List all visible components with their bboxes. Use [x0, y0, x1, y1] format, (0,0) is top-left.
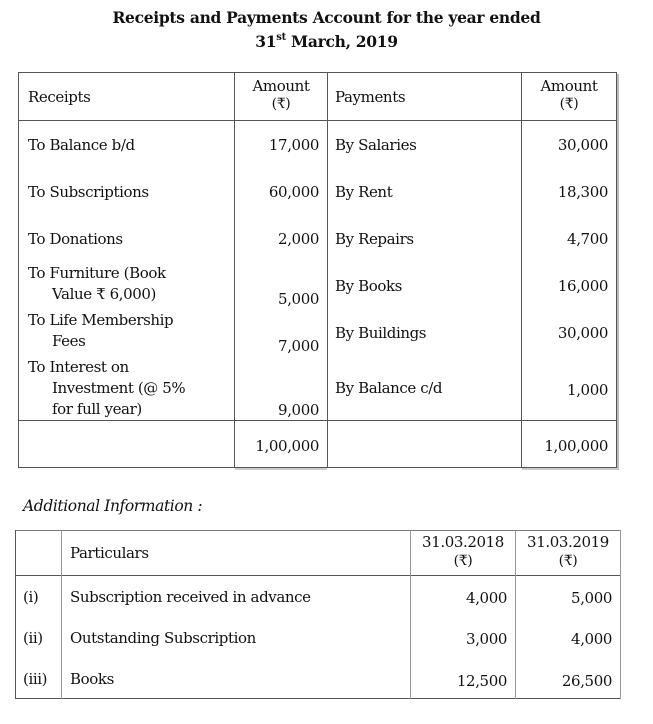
- receipt-item-amount: 9,000: [278, 401, 319, 419]
- row-value-2019: 4,000: [571, 630, 612, 648]
- title-date-rest: March, 2019: [285, 32, 398, 51]
- payment-item-amount: 30,000: [557, 136, 608, 154]
- header-receipts: Receipts: [28, 88, 91, 106]
- header-payments: Payments: [335, 88, 406, 106]
- payment-item-amount: 18,300: [557, 183, 608, 201]
- receipt-item-label-cont: Fees: [52, 332, 86, 350]
- header-amount-payments: Amount: [540, 77, 598, 95]
- table-border-left: [15, 530, 16, 699]
- header-amount-payments-unit: (₹): [559, 96, 579, 112]
- row-number: (ii): [23, 629, 43, 647]
- receipt-item-label: To Furniture (Book: [28, 264, 166, 282]
- total-cell-shadow: [235, 468, 327, 470]
- total-divider: [18, 420, 617, 421]
- row-particular: Books: [70, 670, 114, 688]
- table-border-right: [620, 530, 621, 699]
- document-title: Receipts and Payments Account for the year ended: [112, 8, 541, 27]
- header-divider: [18, 120, 617, 121]
- title-day: 31: [255, 32, 277, 51]
- row-number: (iii): [23, 670, 48, 688]
- header-amount-receipts-unit: (₹): [271, 96, 291, 112]
- table-border-top: [15, 530, 621, 531]
- receipt-item-amount: 60,000: [268, 183, 319, 201]
- payment-item-amount: 16,000: [557, 277, 608, 295]
- header-2019-unit: (₹): [558, 553, 578, 569]
- header-2019: 31.03.2019: [527, 533, 609, 551]
- document-subtitle: [0, 32, 653, 51]
- receipt-item-amount: 17,000: [268, 136, 319, 154]
- header-2018: 31.03.2018: [422, 533, 504, 551]
- receipt-item-label: To Donations: [28, 230, 123, 248]
- payment-item-label: By Salaries: [335, 136, 417, 154]
- total-cell-shadow-2: [522, 468, 618, 470]
- receipt-item-label: To Life Membership: [28, 311, 174, 329]
- column-divider-2: [327, 72, 328, 468]
- row-value-2018: 12,500: [456, 672, 507, 690]
- receipts-total: 1,00,000: [255, 437, 319, 455]
- row-value-2018: 4,000: [466, 589, 507, 607]
- receipt-item-label-cont: for full year): [52, 400, 142, 418]
- payment-item-label: By Balance c/d: [335, 379, 443, 397]
- row-particular: Subscription received in advance: [70, 588, 311, 606]
- payment-item-amount: 30,000: [557, 324, 608, 342]
- header-2018-unit: (₹): [453, 553, 473, 569]
- receipt-item-label-cont: Investment (@ 5%: [52, 379, 186, 397]
- header-particulars: Particulars: [70, 544, 149, 562]
- payments-total: 1,00,000: [544, 437, 608, 455]
- row-value-2019: 5,000: [571, 589, 612, 607]
- receipt-item-label: To Subscriptions: [28, 183, 149, 201]
- header-divider: [15, 575, 621, 576]
- receipt-item-label: To Balance b/d: [28, 136, 135, 154]
- row-particular: Outstanding Subscription: [70, 629, 256, 647]
- table-shadow-right: [617, 74, 619, 470]
- column-divider-3: [521, 72, 522, 468]
- receipt-item-amount: 5,000: [278, 290, 319, 308]
- payment-item-amount: 4,700: [567, 230, 608, 248]
- header-amount-receipts: Amount: [252, 77, 310, 95]
- payment-item-label: By Books: [335, 277, 402, 295]
- receipt-item-label-cont: Value ₹ 6,000): [52, 285, 157, 303]
- payment-item-amount: 1,000: [567, 381, 608, 399]
- table-border-left: [18, 72, 19, 468]
- payment-item-label: By Buildings: [335, 324, 427, 342]
- column-divider-1: [61, 530, 62, 699]
- receipt-item-amount: 2,000: [278, 230, 319, 248]
- row-value-2019: 26,500: [561, 672, 612, 690]
- payment-item-label: By Rent: [335, 183, 393, 201]
- title-day-suffix: st: [276, 31, 286, 43]
- table-border-bottom: [15, 698, 621, 699]
- receipt-item-amount: 7,000: [278, 337, 319, 355]
- receipt-item-label: To Interest on: [28, 358, 129, 376]
- row-number: (i): [23, 588, 39, 606]
- row-value-2018: 3,000: [466, 630, 507, 648]
- additional-info-heading: Additional Information :: [23, 497, 203, 515]
- payment-item-label: By Repairs: [335, 230, 414, 248]
- table-border-top: [18, 72, 617, 73]
